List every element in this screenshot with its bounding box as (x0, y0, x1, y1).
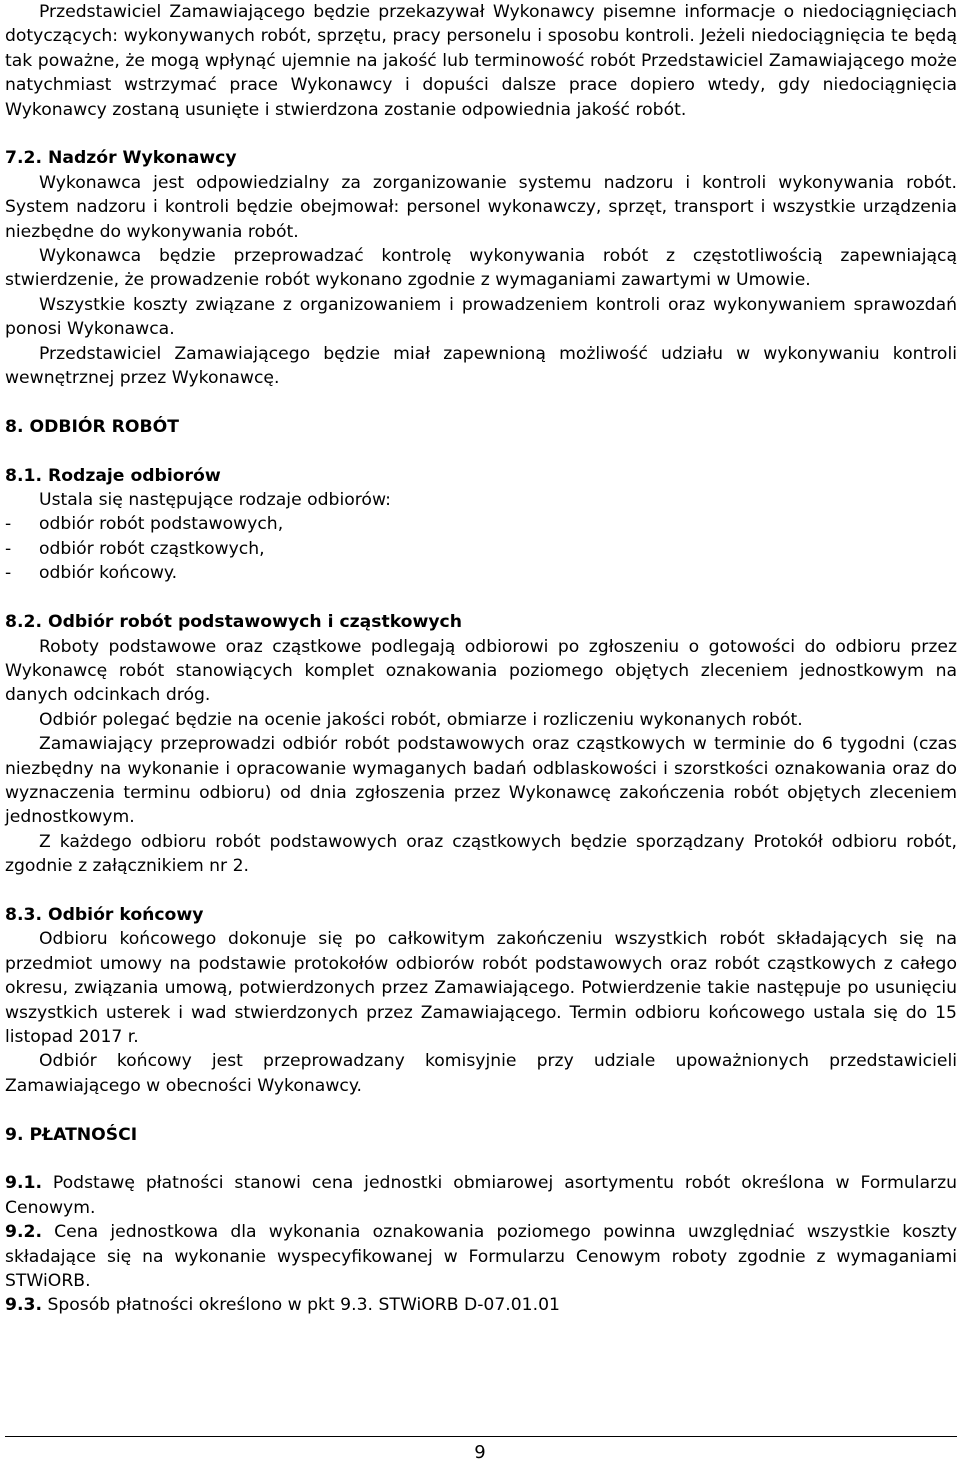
list-item: - odbiór robót podstawowych, (5, 512, 957, 536)
paragraph: Wykonawca jest odpowiedzialny za zorganizowanie systemu nadzoru i kontroli wykonywania robót. System nadzoru i kontroli będzie obejmował: personel wykonawczy, sprzęt, transport i wszystkie urządzenia niezbędne do wykonywania robót. (5, 172, 957, 242)
paragraph: Ustala się następujące rodzaje odbiorów: (39, 490, 391, 511)
dash-bullet: - (5, 514, 12, 535)
list-item: - odbiór robót cząstkowych, (5, 537, 957, 561)
section-title: Odbiór końcowy (47, 904, 204, 925)
item-text: Sposób płatności określono w pkt 9.3. STWiORB D-07.01.01 (47, 1295, 560, 1316)
paragraph: Z każdego odbioru robót podstawowych oraz cząstkowych będzie sporządzany Protokół odbioru robót, zgodnie z załącznikiem nr 2. (5, 831, 957, 877)
item-text: Podstawę płatności stanowi cena jednostki obmiarowej asortymentu robót określona w Formularzu Cenowym. (5, 1173, 957, 1218)
page-number: 9 (474, 1442, 486, 1463)
section-9 (5, 1123, 957, 1147)
paragraph: Odbiór polegać będzie na ocenie jakości robót, obmiarze i rozliczeniu wykonanych robót. (39, 709, 803, 730)
numbered-item (5, 1220, 957, 1293)
item-number: 9.2. (5, 1222, 42, 1243)
dash-bullet: - (5, 538, 12, 559)
section-8 (5, 415, 957, 439)
item-text: Cena jednostkowa dla wykonania oznakowania poziomego powinna uwzględniać wszystkie koszty składające się na wykonanie wyspecyfikowanej w Formularzu Cenowym roboty zgodnie z wymaganiami STWiORB. (5, 1222, 957, 1292)
numbered-item (5, 1293, 957, 1317)
numbered-item (5, 1171, 957, 1220)
section-9-items (5, 1171, 957, 1317)
section-8-3 (5, 903, 957, 1098)
section-7-2-heading (5, 146, 957, 170)
item-number: 9.1. (5, 1173, 42, 1194)
paragraph-notice: Przedstawiciel Zamawiającego będzie przekazywał Wykonawcy pisemne informacje o niedociągnięciach dotyczących: wykonywanych robót, sprzętu, pracy personelu i sposobu kontroli. Jeżeli niedociągnięcia te będą tak poważne, że mogą wpłynąć ujemnie na jakość lub terminowość robót Przedstawiciel Zamawiającego może natychmiast wstrzymać prace Wykonawcy i dopuści dalsze prace dopiero wtedy, gdy niedociągnięcia Wykonawcy zostaną usunięte i stwierdzona zostanie odpowiednia jakość robót. (5, 2, 957, 120)
section-7-2 (5, 146, 957, 390)
list-item: - odbiór końcowy. (5, 561, 957, 585)
paragraph: Zamawiający przeprowadzi odbiór robót podstawowych oraz cząstkowych w terminie do 6 tygodni (czas niezbędny na wykonanie i opracowanie wymaganych badań odblaskowości i szorstkości oznakowania oraz do wyznaczenia terminu odbioru) od dnia zgłoszenia przez Wykonawcę zakończenia robót objętych zleceniem jednostkowym. (5, 734, 957, 828)
item-number: 9.3. (5, 1295, 42, 1316)
dash-bullet: - (5, 563, 12, 584)
document-page (5, 0, 957, 1318)
section-8-3-heading (5, 903, 957, 927)
section-8-2 (5, 610, 957, 878)
section-8-1 (5, 464, 957, 586)
paragraph: Roboty podstawowe oraz cząstkowe podlegają odbiorowi po zgłoszeniu o gotowości do odbioru przez Wykonawcę robót stanowiących komplet oznakowania poziomego objętych zleceniem jednostkowym na danych odcinkach dróg. (5, 636, 957, 706)
section-number: 7.2. (5, 148, 42, 169)
section-title: Rodzaje odbiorów (47, 465, 221, 486)
section-number: 8.2. (5, 612, 42, 633)
paragraph: Wykonawca będzie przeprowadzać kontrolę wykonywania robót z częstotliwością zapewniającą stwierdzenie, że prowadzenie robót wykonano zgodnie z wymaganiami zawartymi w Umowie. (5, 246, 957, 291)
section-number: 8.3. (5, 904, 42, 925)
section-9-heading: 9. PŁATNOŚCI (5, 1124, 138, 1145)
section-number: 8.1. (5, 465, 42, 486)
paragraph: Odbioru końcowego dokonuje się po całkowitym zakończeniu wszystkich robót składających się na przedmiot umowy na podstawie protokołów odbiorów robót podstawowych oraz robót cząstkowych z całego okresu, związania umową, potwierdzonych przez Zamawiającego. Potwierdzenie takie następuje po usunięciu wszystkich usterek i wad stwierdzonych przez Zamawiającego. Termin odbioru końcowego ustala się do 15 listopad 2017 r. (5, 929, 957, 1047)
section-8-1-heading (5, 464, 957, 488)
section-title: Nadzór Wykonawcy (47, 148, 237, 169)
paragraph: Przedstawiciel Zamawiającego będzie miał zapewnioną możliwość udziału w wykonywaniu kontroli wewnętrznej przez Wykonawcę. (5, 343, 957, 389)
section-8-heading: 8. ODBIÓR ROBÓT (5, 416, 179, 437)
section-8-2-heading (5, 610, 957, 634)
section-title: Odbiór robót podstawowych i cząstkowych (47, 612, 462, 633)
paragraph: Odbiór końcowy jest przeprowadzany komisyjnie przy udziale upoważnionych przedstawicieli Zamawiającego w obecności Wykonawcy. (5, 1051, 957, 1096)
footer-divider (5, 1436, 957, 1437)
paragraph: Wszystkie koszty związane z organizowaniem i prowadzeniem kontroli oraz wykonywaniem sprawozdań ponosi Wykonawca. (5, 294, 957, 340)
